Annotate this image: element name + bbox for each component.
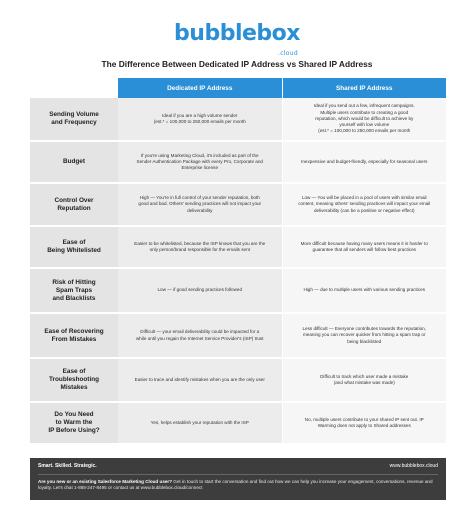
footer-tagline: Smart. Skilled. Strategic.: [38, 463, 97, 469]
table-row: [30, 403, 446, 445]
dedicated-cell: Easier to trace and identify mistakes when you are the only user: [118, 359, 283, 401]
shared-cell: High — due to multiple users with various sending practices: [283, 269, 447, 312]
row-label: Risk of Hitting Spam Traps and Blacklists: [30, 269, 118, 312]
row-label: Do You Need to Warm the IP Before Using?: [30, 403, 118, 443]
dedicated-cell: Yes, helps establish your reputation with the ISP: [118, 403, 283, 443]
dedicated-cell: If you're using Marketing Cloud, it's included as part of the Sender Authentication Package with every Pro, Corporate and Enterprise license: [118, 142, 283, 182]
bubblebox-logo: [0, 21, 474, 57]
table-header: [30, 78, 446, 98]
logo-wordmark: [174, 21, 300, 57]
footer-cta-text: [38, 479, 438, 491]
table-row: [30, 359, 446, 403]
table-row: [30, 184, 446, 227]
footer-url-link[interactable]: www.bubblebox.cloud: [389, 463, 438, 469]
table-row: [30, 227, 446, 269]
footer-divider: [38, 474, 438, 475]
dedicated-cell: Difficult — your email deliverability could be impacted for a while until you regain the Internet Service Provider's (ISP) trust: [118, 314, 283, 357]
logo-word: bubblebox: [174, 21, 300, 46]
row-label: Ease of Being Whitelisted: [30, 227, 118, 267]
page-title: The Difference Between Dedicated IP Address vs Shared IP Address: [101, 59, 373, 69]
footer-banner: [30, 458, 446, 500]
shared-cell: Difficult to track which user made a mistake (and what mistake was made): [283, 359, 447, 401]
dedicated-cell: Easier to be whitelisted, because the ISP knows that you are the only person/brand responsible for the emails sent: [118, 227, 283, 267]
row-label: Ease of Troubleshooting Mistakes: [30, 359, 118, 401]
table-row: [30, 269, 446, 314]
footer-top: [38, 463, 438, 469]
shared-cell: Less difficult — Everyone contributes towards the reputation, meaning you can recover quicker from hitting a spam trap or being blacklisted: [283, 314, 447, 357]
shared-cell: Inexpensive and budget-friendly, especially for seasonal users: [283, 142, 447, 182]
table-row: [30, 98, 446, 142]
shared-cell: No, multiple users contribute to your shared IP sent out. IP Warming does not apply to Shared addresses: [283, 403, 447, 443]
table-row: [30, 142, 446, 184]
row-label: Control Over Reputation: [30, 184, 118, 225]
dedicated-cell: Ideal if you are a high volume sender (est.* = 100,000 to 250,000 emails per month: [118, 98, 283, 140]
footer-question: Are you new or an existing Salesforce Marketing Cloud user?: [38, 479, 173, 484]
row-label: Ease of Recovering From Mistakes: [30, 314, 118, 357]
shared-cell: More difficult because having many users means it is harder to guarantee that all senders will follow best practices: [283, 227, 447, 267]
header-shared: Shared IP Address: [336, 84, 393, 92]
header-dedicated: Dedicated IP Address: [118, 78, 283, 98]
table-body: [30, 98, 446, 445]
shared-cell: Ideal if you send out a few, infrequent campaigns. Multiple users contribute to creating a good reputation, which would be difficult to achieve by yourself with low volume (est.* = 100,000 to 250,000 emails per month: [283, 98, 447, 140]
dedicated-cell: High — You're in full control of your sender reputation, both good and bad. Others' sending practices will not impact your deliverability: [118, 184, 283, 225]
row-label: Budget: [30, 142, 118, 182]
dedicated-cell: Low — if good sending practices followed: [118, 269, 283, 312]
logo-subtext: .cloud: [277, 50, 298, 57]
row-label: Sending Volume and Frequency: [30, 98, 118, 140]
header-empty-cell: [30, 78, 118, 98]
comparison-table: [30, 78, 446, 445]
shared-cell: Low — You will be placed in a pool of users with similar email content, meaning others' sending practices will impact your email deliverability (can be a positive or negative effect): [283, 184, 447, 225]
footer-contact-text: Get in touch to start the conversation and find out how we can help you increase your engagement, conversations, revenue and loyalty. Let's chat 1-888-247-8495 or contact us at www.bubblebox.cloud/connect: [38, 479, 433, 490]
table-row: [30, 314, 446, 359]
